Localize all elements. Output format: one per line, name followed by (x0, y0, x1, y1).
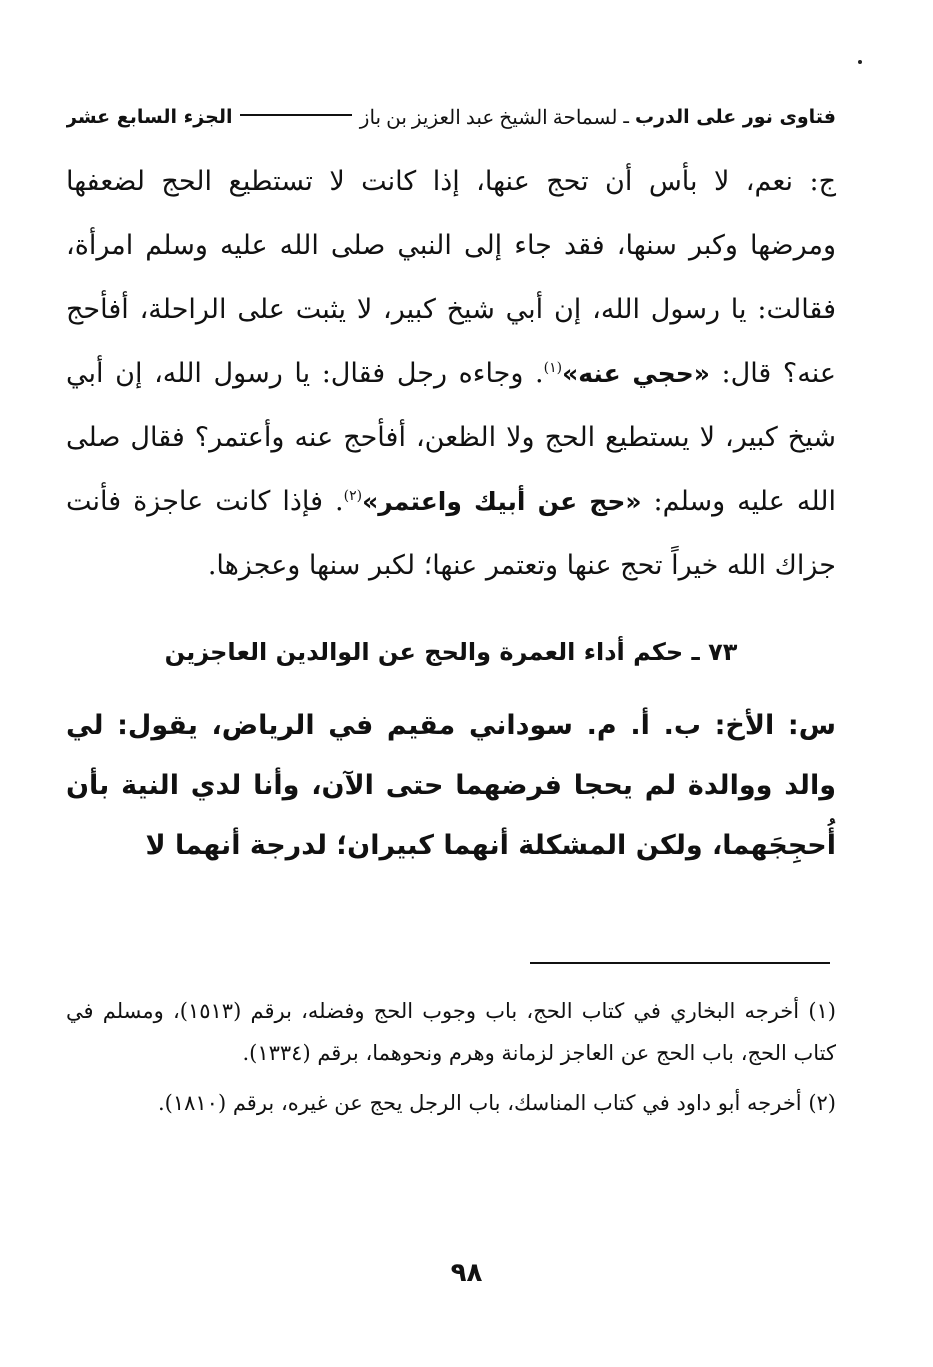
scan-mark (858, 60, 862, 64)
footnote-item: (١) أخرجه البخاري في كتاب الحج، باب وجوب الحج وفضله، برقم (١٥١٣)، ومسلم في كتاب الحج، باب الحج عن العاجز لزمانة وهرم ونحوهما، برقم (١٣٣٤). (66, 999, 836, 1065)
footnote-ref[interactable]: (٢) (343, 488, 363, 504)
hadith-quote: «حجي عنه» (562, 359, 710, 388)
footnotes (66, 990, 836, 1132)
author-line: لسماحة الشيخ عبد العزيز بن باز (359, 106, 618, 129)
book-title: فتاوى نور على الدرب (635, 106, 836, 128)
running-header (66, 100, 836, 134)
footnote-divider (530, 962, 830, 964)
question-paragraph: س: الأخ: ب. أ. م. سوداني مقيم في الرياض، يقول: لي والد ووالدة لم يحجا فرضهما حتى الآن، وأنا لدي النية بأن أُحجِجَهما، ولكن المشكلة أنهما كبيران؛ لدرجة أنهما لا (66, 710, 836, 861)
section-heading: ٧٣ ـ حكم أداء العمرة والحج عن الوالدين العاجزين (164, 638, 738, 666)
header-rule (240, 114, 351, 116)
footnote-ref[interactable]: (١) (543, 360, 563, 376)
answer-paragraph (66, 150, 836, 598)
header-dash: ـ (623, 106, 629, 128)
volume-label: الجزء السابع عشر (66, 106, 233, 128)
answer-text: ج: نعم، لا بأس أن تحج عنها، إذا كانت لا تستطيع الحج لضعفها ومرضها وكبر سنها، فقد جاء إلى النبي صلى الله عليه وسلم امرأة، فقالت: يا رسول الله، إن أبي شيخ كبير، لا يثبت على الراحلة، أفأحج عنه؟ قال: (66, 166, 836, 389)
answer-text: . فإذا كانت عاجزة فأنت جزاك الله خيراً تحج عنها وتعتمر عنها؛ لكبر سنها وعجزها. (66, 486, 836, 581)
answer-text: . وجاءه رجل فقال: يا رسول الله، إن أبي شيخ كبير، لا يستطيع الحج ولا الظعن، أفأحج عنه وأعتمر؟ فقال صلى الله عليه وسلم: (66, 358, 836, 517)
hadith-quote: «حج عن أبيك واعتمر» (362, 487, 642, 516)
page-number: ٩٨ (450, 1258, 483, 1288)
footnote-item: (٢) أخرجه أبو داود في كتاب المناسك، باب الرجل يحج عن غيره، برقم (١٨١٠). (157, 1091, 836, 1115)
